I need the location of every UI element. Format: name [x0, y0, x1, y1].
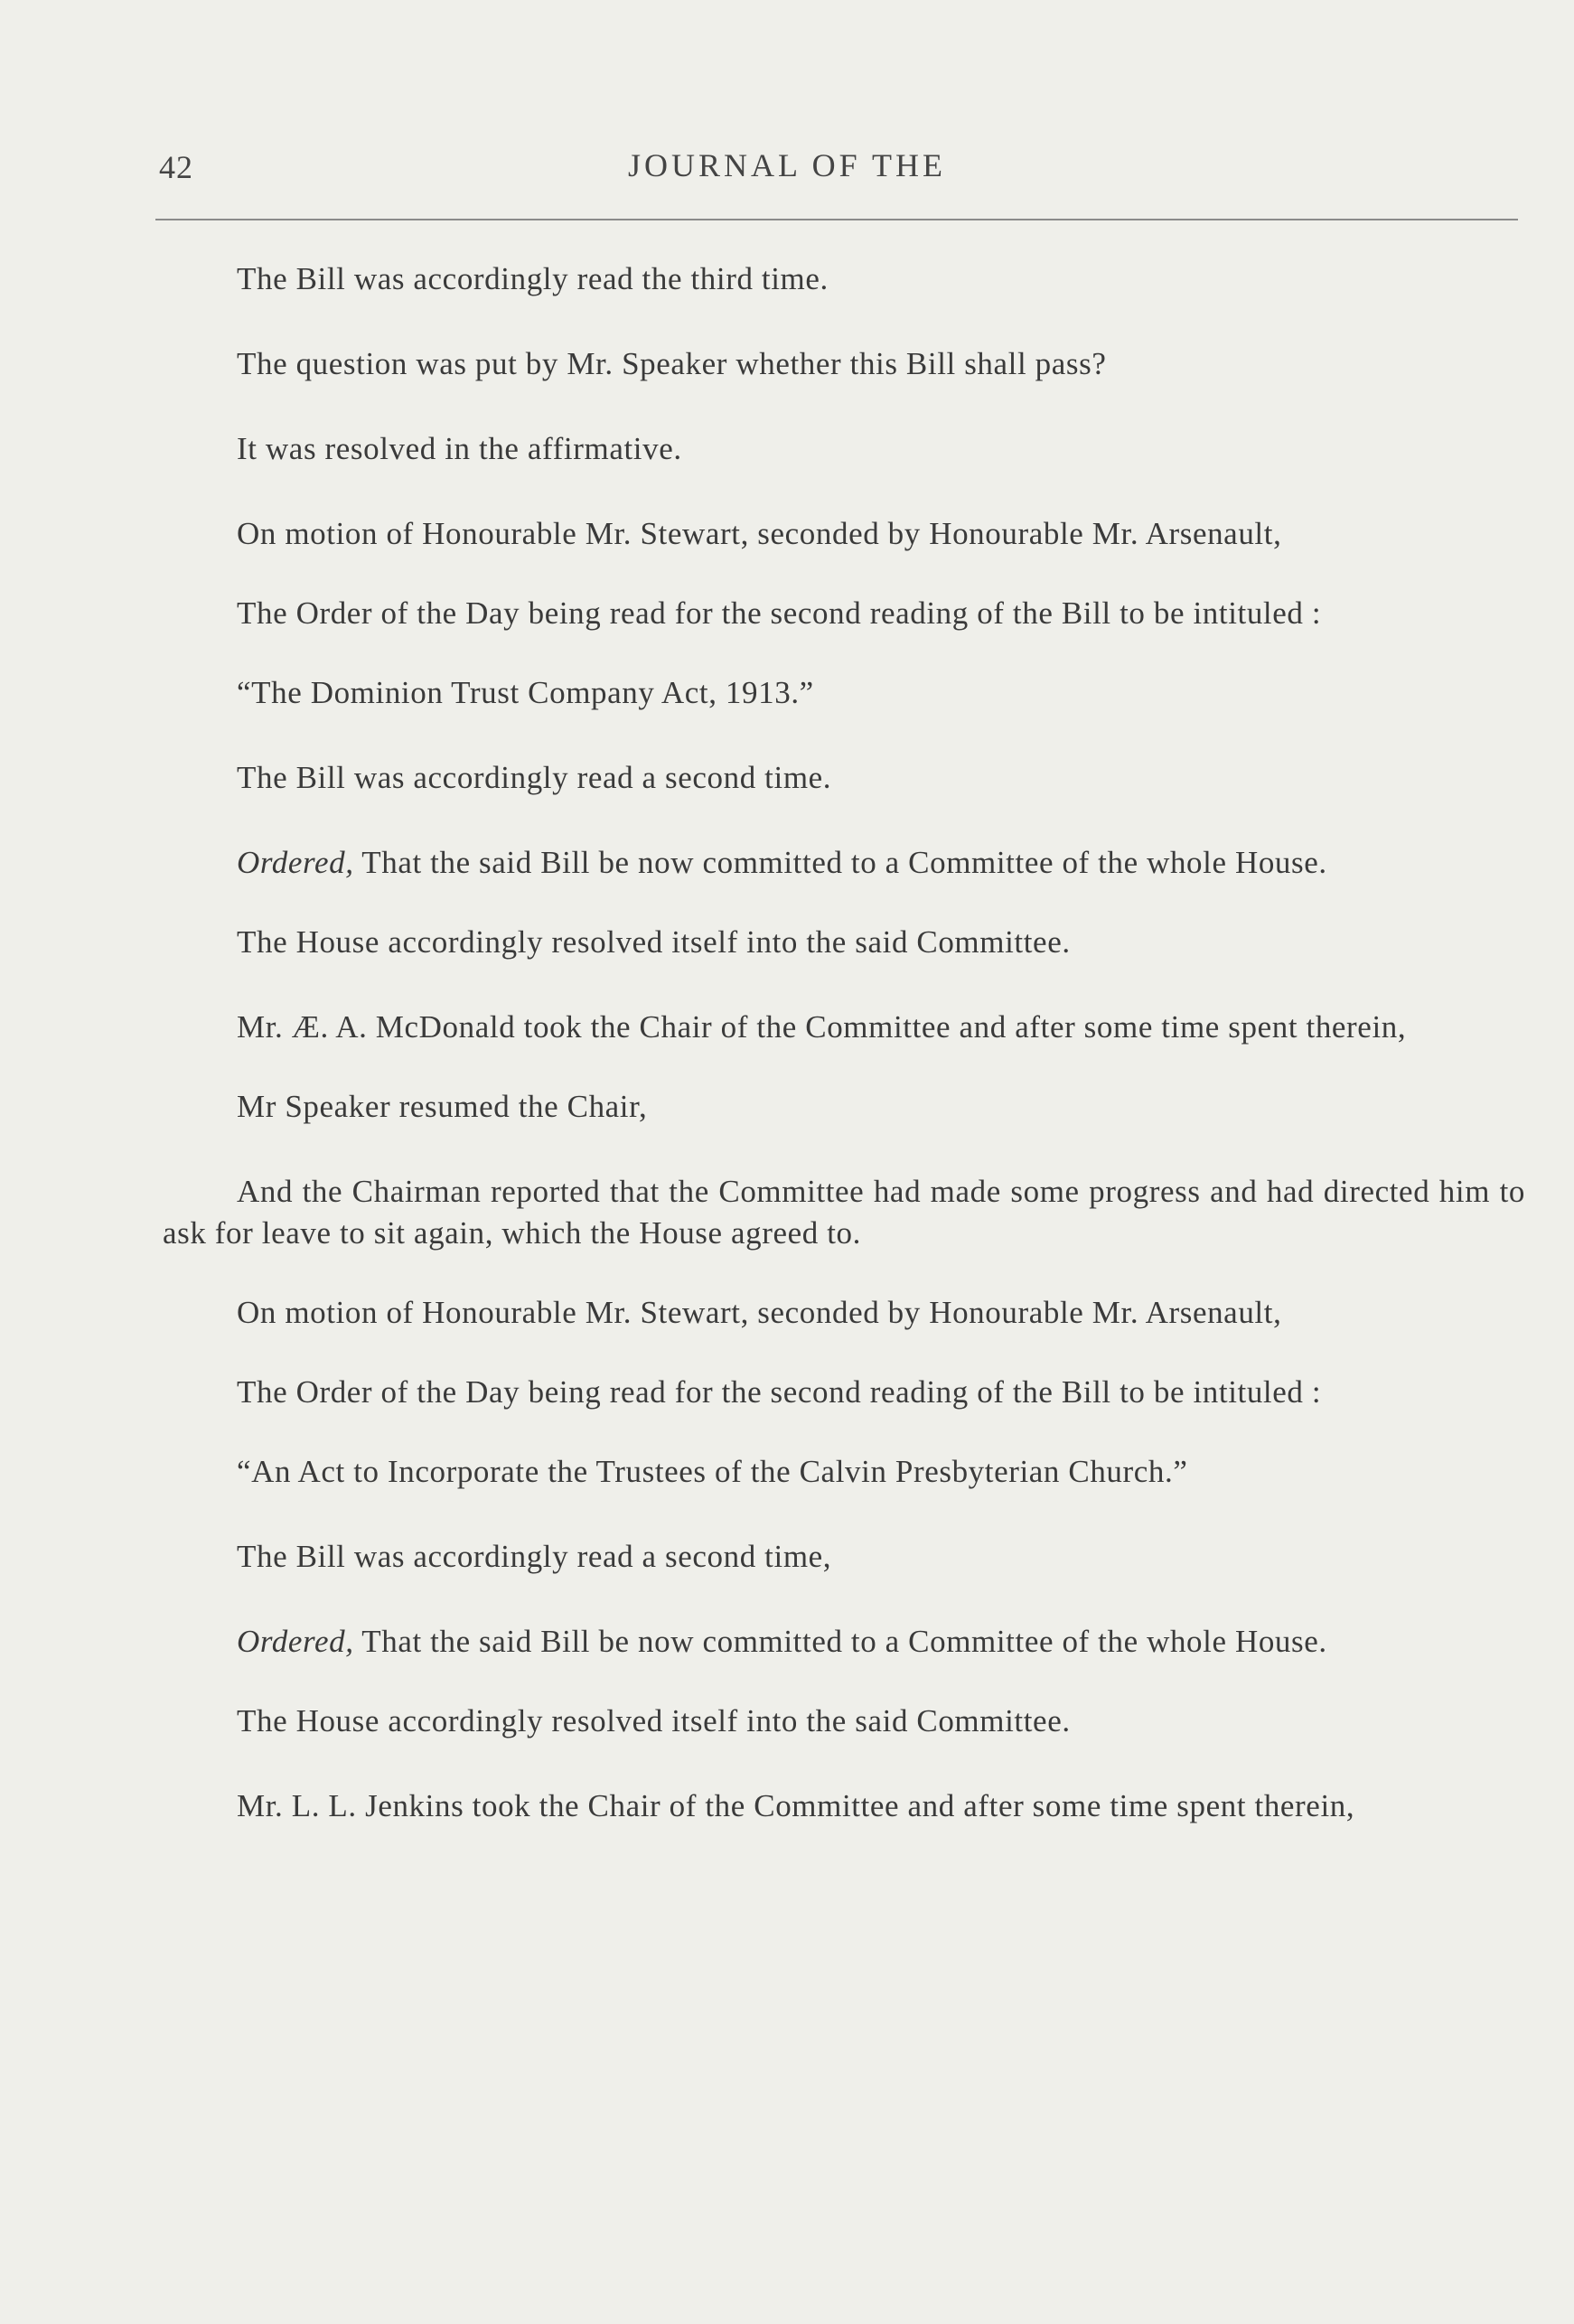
paragraph	[163, 343, 1525, 385]
paragraph	[163, 922, 1525, 963]
paragraph	[163, 757, 1525, 799]
paragraph-text: The question was put by Mr. Speaker whether this Bill shall pass?	[237, 346, 1107, 381]
paragraph-text: “An Act to Incorporate the Trustees of the Calvin Presbyterian Church.”	[237, 1454, 1188, 1489]
paragraph	[163, 1536, 1525, 1578]
page-header	[0, 145, 1574, 199]
bill-title	[163, 672, 1525, 714]
paragraph-text: That the said Bill be now committed to a Committee of the whole House.	[353, 845, 1327, 880]
paragraph-text: The Bill was accordingly read a second time,	[237, 1539, 832, 1574]
paragraph-text: The Bill was accordingly read a second time.	[237, 760, 832, 795]
paragraph-text: The House accordingly resolved itself into the said Committee.	[237, 924, 1071, 960]
header-rule	[155, 219, 1518, 220]
paragraph-text: Mr. Æ. A. McDonald took the Chair of the Committee and after some time spent therein,	[237, 1009, 1407, 1045]
paragraph-text: The Order of the Day being read for the second reading of the Bill to be intituled :	[237, 595, 1322, 631]
paragraph	[163, 428, 1525, 470]
paragraph	[163, 1292, 1525, 1334]
paragraph	[163, 593, 1525, 634]
paragraph-text: And the Chairman reported that the Committee had made some progress and had directed him to ask for leave to sit again, which the House agreed to.	[163, 1174, 1525, 1251]
paragraph-text: “The Dominion Trust Company Act, 1913.”	[237, 675, 814, 710]
paragraph-text: The House accordingly resolved itself into the said Committee.	[237, 1703, 1071, 1738]
journal-body	[163, 258, 1525, 1865]
paragraph	[163, 1621, 1525, 1663]
paragraph	[163, 1372, 1525, 1413]
paragraph	[163, 1171, 1525, 1254]
paragraph-text: Mr. L. L. Jenkins took the Chair of the Committee and after some time spent therein,	[237, 1788, 1355, 1823]
paragraph	[163, 1785, 1525, 1827]
paragraph	[163, 1007, 1525, 1048]
paragraph-text: On motion of Honourable Mr. Stewart, seconded by Honourable Mr. Arsenault,	[237, 516, 1282, 551]
paragraph-text: Mr Speaker resumed the Chair,	[237, 1089, 648, 1124]
paragraph-text: The Order of the Day being read for the second reading of the Bill to be intituled :	[237, 1374, 1322, 1410]
page-number: 42	[159, 149, 193, 185]
ordered-lead: Ordered,	[237, 1624, 354, 1659]
paragraph	[163, 513, 1525, 555]
ordered-lead: Ordered,	[237, 845, 354, 880]
paragraph-text: The Bill was accordingly read the third time.	[237, 261, 829, 296]
paragraph-text: That the said Bill be now committed to a Committee of the whole House.	[353, 1624, 1327, 1659]
paragraph-text: On motion of Honourable Mr. Stewart, seconded by Honourable Mr. Arsenault,	[237, 1295, 1282, 1330]
paragraph	[163, 1701, 1525, 1742]
paragraph	[163, 842, 1525, 884]
paragraph	[163, 1086, 1525, 1128]
paragraph-text: It was resolved in the affirmative.	[237, 431, 682, 466]
bill-title	[163, 1451, 1525, 1493]
paragraph	[163, 258, 1525, 300]
running-head: JOURNAL OF THE	[627, 147, 946, 183]
